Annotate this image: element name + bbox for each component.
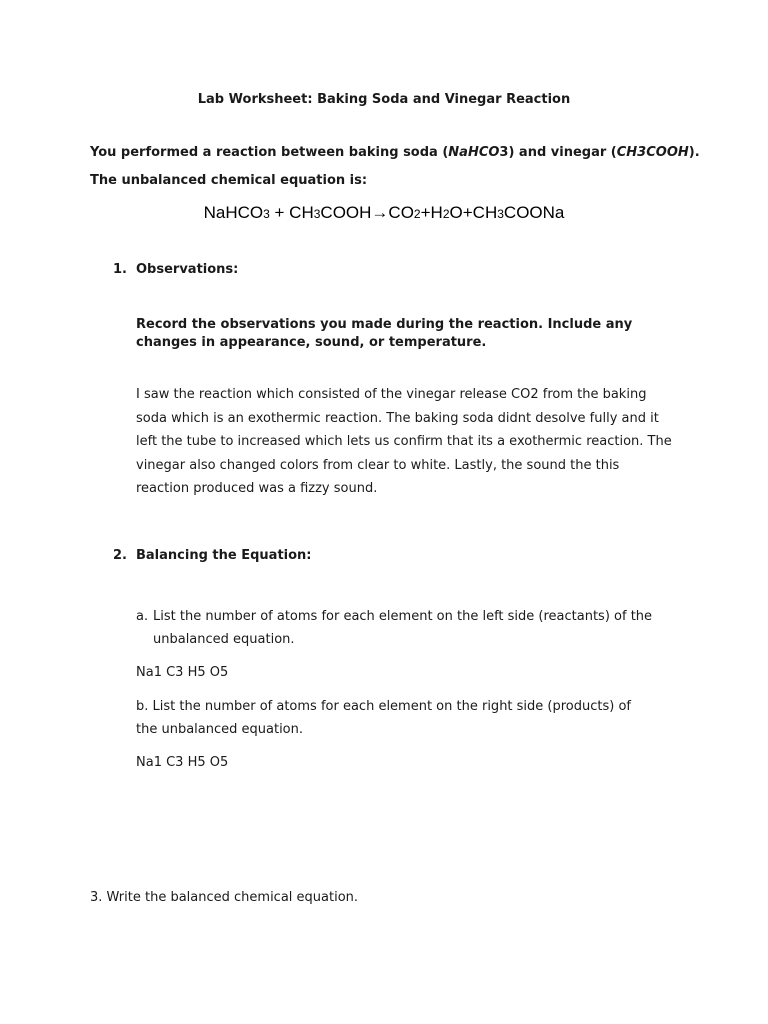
intro-formula-vinegar: CH3COOH <box>616 145 689 160</box>
intro-formula-baking-soda: NaHCO <box>448 145 500 160</box>
q2-number: 2. <box>113 548 127 563</box>
q2-label: Balancing the Equation: <box>136 548 312 563</box>
eq-part: CO <box>388 203 414 222</box>
eq-part: COOH <box>320 203 372 222</box>
q2-part-a-line1: List the number of atoms for each element on the left side (reactants) of the <box>153 609 653 624</box>
eq-subscript: 3 <box>313 207 321 221</box>
q1-label: Observations: <box>136 262 239 277</box>
intro-line-2: The unbalanced chemical equation is: <box>90 173 368 188</box>
eq-part: O+CH <box>449 203 498 222</box>
eq-subscript: 3 <box>497 207 504 221</box>
eq-part: +H <box>420 203 443 222</box>
page-title: Lab Worksheet: Baking Soda and Vinegar Reaction <box>197 92 571 107</box>
intro-line-1 <box>90 145 700 160</box>
eq-subscript: 2 <box>413 207 421 221</box>
eq-part: NaHCO <box>203 203 264 222</box>
q2-part-a-answer: Na1 C3 H5 O5 <box>136 665 229 680</box>
chemical-equation <box>0 203 768 223</box>
eq-arrow: → <box>371 203 389 222</box>
intro-text-c: ). <box>688 145 700 160</box>
q2-part-a <box>136 605 656 651</box>
q1-answer: I saw the reaction which consisted of the vinegar release CO2 from the baking soda which is an exothermic reaction. The baking soda didnt desolve fully and it left the tube to increased which lets us confirm that its a exothermic reaction. The vinegar also changed colors from clear to white. Lastly, the sound the this reaction produced was a fizzy sound. <box>136 387 672 496</box>
intro-text-b: 3) and vinegar ( <box>499 145 617 160</box>
q2-part-b: b. List the number of atoms for each element on the right side (products) of the unbalanced equation. <box>136 699 632 737</box>
eq-subscript: 2 <box>442 207 450 221</box>
q3-text: 3. Write the balanced chemical equation. <box>90 890 359 905</box>
q2-part-a-line2: unbalanced equation. <box>153 632 295 647</box>
q2-part-a-marker: a. <box>136 609 149 624</box>
eq-part: COONa <box>503 203 565 222</box>
eq-part: + CH <box>269 203 314 222</box>
q1-prompt: Record the observations you made during the reaction. Include any changes in appearance, sound, or temperature. <box>136 317 633 350</box>
eq-subscript: 3 <box>263 207 270 221</box>
intro-text-a: You performed a reaction between baking soda ( <box>90 145 449 160</box>
q2-part-b-answer: Na1 C3 H5 O5 <box>136 755 229 770</box>
q1-number: 1. <box>113 262 127 277</box>
